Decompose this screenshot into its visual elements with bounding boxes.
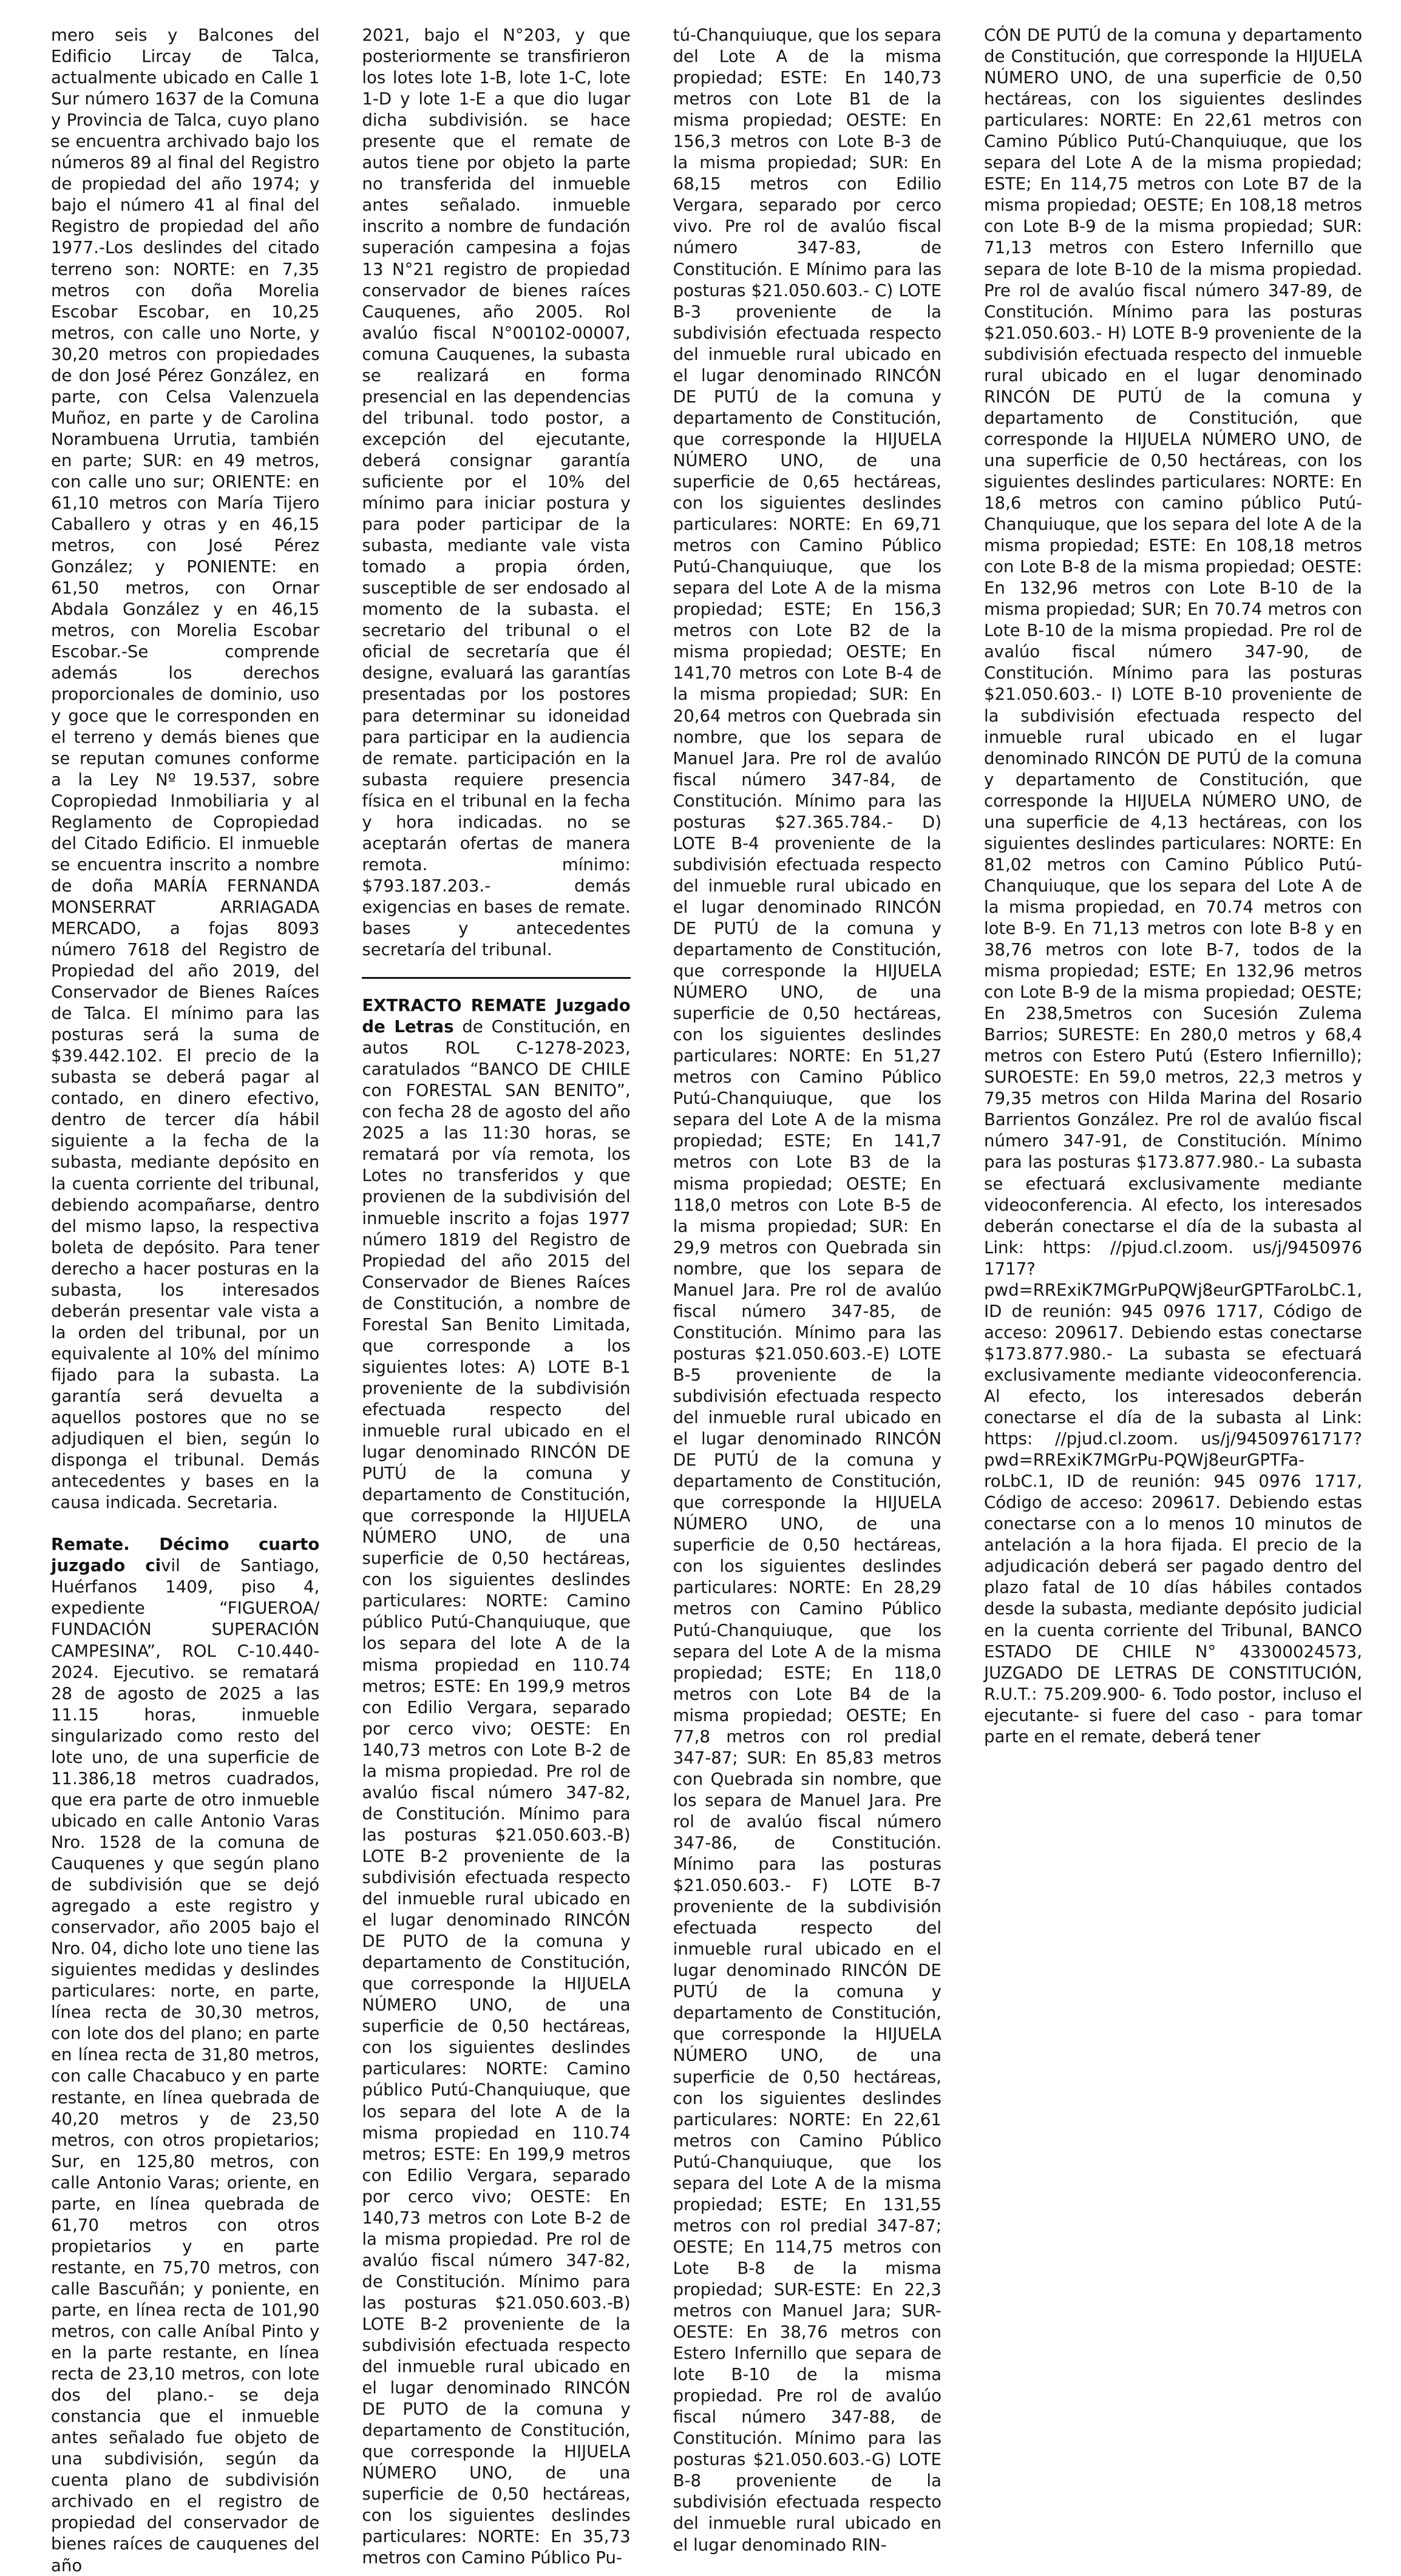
notice-separator	[362, 977, 630, 979]
notice-lead: Remate. Décimo cuarto juzgado ci	[51, 1534, 320, 1576]
column-1	[51, 24, 319, 2576]
notice-extracto-continuation	[984, 24, 1362, 1747]
notice-extracto-continuation	[673, 24, 941, 2555]
column-3	[673, 24, 941, 2576]
notice-body: tú-Chanquiuque, que los separa del Lote A de la misma propiedad; ESTE: En 140,73 metros con Lote B1 de la misma propiedad; OESTE: En 156,3 metros con Lote B-3 de la misma propiedad; SUR: En 68,15 metros con Edilio Vergara, separado por cerco vivo. Pre rol de avalúo fiscal número 347-83, de Constitución. E Mínimo para las posturas $21.050.603.- C) LOTE B-3 proveniente de la subdivisión efectuada respecto del inmueble rural ubicado en el lugar denominado RINCÓN DE PUTÚ de la comuna y departamento de Constitución, que corresponde la HIJUELA NÚMERO UNO, de una superficie de 0,65 hectáreas, con los siguientes deslindes particulares: NORTE: En 69,71 metros con Camino Público Putú-Chanquiuque, que los separa del Lote A de la misma propiedad; ESTE; En 156,3 metros con Lote B2 de la misma propiedad; OESTE; En 141,70 metros con Lote B-4 de la misma propiedad; SUR: En 20,64 metros con Quebrada sin nombre, que los separa de Manuel Jara. Pre rol de avalúo fiscal número 347-84, de Constitución. Mínimo para las posturas $27.365.784.- D) LOTE B-4 proveniente de la subdivisión efectuada respecto del inmueble rural ubicado en el lugar denominado RINCÓN DE PUTÚ de la comuna y departamento de Constitución, que corresponde la HIJUELA NÚMERO UNO, de una superficie de 0,50 hectáreas, con los siguientes deslindes particulares: NORTE: En 51,27 metros con Camino Público Putú-Chanquiuque, que los separa del Lote A de la misma propiedad; ESTE; En 141,7 metros con Lote B3 de la misma propiedad; OESTE; En 118,0 metros con Lote B-5 de la misma propiedad; SUR: En 29,9 metros con Quebrada sin nombre, que los separa de Manuel Jara. Pre rol de avalúo fiscal número 347-85, de Constitución. Mínimo para las posturas $21.050.603.-E) LOTE B-5 proveniente de la subdivisión efectuada respecto del inmueble rural ubicado en el lugar denominado RINCÓN DE PUTÚ de la comuna y departamento de Constitución, que corresponde la HIJUELA NÚMERO UNO, de una superficie de 0,50 hectáreas, con los siguientes deslindes particulares: NORTE: En 28,29 metros con Camino Público Putú-Chanquiuque, que los separa del Lote A de la misma propiedad; ESTE; En 118,0 metros con Lote B4 de la misma propiedad; OESTE; En 77,8 metros con rol predial 347-87; SUR: En 85,83 metros con Quebrada sin nombre, que los separa de Manuel Jara. Pre rol de avalúo fiscal número 347-86, de Constitución. Mínimo para las posturas $21.050.603.- F) LOTE B-7 proveniente de la subdivisión efectuada respecto del inmueble rural ubicado en el lugar denominado RINCÓN DE PUTÚ de la comuna y departamento de Constitución, que corresponde la HIJUELA NÚMERO UNO, de una superficie de 0,50 hectáreas, con los siguientes deslindes particulares: NORTE: En 22,61 metros con Camino Público Putú-Chanquiuque, que los separa del Lote A de la misma propiedad; ESTE; En 131,55 metros con rol predial 347-87; OESTE; En 114,75 metros con Lote B-8 de la misma propiedad; SUR-ESTE: En 22,3 metros con Manuel Jara; SUR-OESTE: En 38,76 metros con Estero Infernillo que separa de lote B-10 de la misma propiedad. Pre rol de avalúo fiscal número 347-88, de Constitución. Mínimo para las posturas $21.050.603.-G) LOTE B-8 proveniente de la subdivisión efectuada respecto del inmueble rural ubicado en el lugar denominado RIN-	[673, 25, 941, 2555]
notice-body: 2021, bajo el N°203, y que posteriormente se transfirieron los lotes lote 1-B, lote 1-C, lote 1-D y lote 1-E a que dio lugar dicha subdivisión. se hace presente que el remate de autos tiene por objeto la parte no transferida del inmueble antes señalado. inmueble inscrito a nombre de fundación superación campesina a fojas 13 N°21 registro de propiedad conservador de bienes raíces Cauquenes, año 2005. Rol avalúo fiscal N°00102-00007, comuna Cauquenes, la subasta se realizará en forma presencial en las dependencias del tribunal. todo postor, a excepción del ejecutante, deberá consignar garantía suficiente por el 10% del mínimo para iniciar postura y para poder participar de la subasta, mediante vale vista tomado a propia órden, susceptible de ser endosado al momento de la subasta. el secretario del tribunal o el oficial de secretaría que él designe, evaluará las garantías presentadas por los postores para determinar su idoneidad para participar en la audiencia de remate. participación en la subasta requiere presencia física en el tribunal en la fecha y hora indicadas. no se aceptarán ofertas de manera remota. mínimo: $793.187.203.- demás exigencias en bases de remate. bases y antecedentes secretaría del tribunal.	[362, 25, 631, 960]
notice-body: CÓN DE PUTÚ de la comuna y departamento de Constitución, que corresponde la HIJUELA NÚMERO UNO, de una superficie de 0,50 hectáreas, con los siguientes deslindes particulares: NORTE: En 22,61 metros con Camino Público Putú-Chanquiuque, que los separa del Lote A de la misma propiedad; ESTE; En 114,75 metros con Lote B7 de la misma propiedad; OESTE; En 108,18 metros con Lote B-9 de la misma propiedad; SUR: 71,13 metros con Estero Infernillo que separa de lote B-10 de la misma propiedad. Pre rol de avalúo fiscal número 347-89, de Constitución. Mínimo para las posturas $21.050.603.- H) LOTE B-9 proveniente de la subdivisión efectuada respecto del inmueble rural ubicado en el lugar denominado RINCÓN DE PUTÚ de la comuna y departamento de Constitución, que corresponde la HIJUELA NÚMERO UNO, de una superficie de 0,50 hectáreas, con los siguientes deslindes particulares: NORTE: En 18,6 metros con camino público Putú-Chanquiuque, que los separa del lote A de la misma propiedad; ESTE: En 108,18 metros con Lote B-8 de la misma propiedad; OESTE: En 132,96 metros con Lote B-10 de la misma propiedad; SUR; En 70.74 metros con Lote B-10 de la misma propiedad. Pre rol de avalúo fiscal número 347-90, de Constitución. Mínimo para las posturas $21.050.603.- I) LOTE B-10 proveniente de la subdivisión efectuada respecto del inmueble rural ubicado en el lugar denominado RINCÓN DE PUTÚ de la comuna y departamento de Constitución, que corresponde la HIJUELA NÚMERO UNO, de una superficie de 4,13 hectáreas, con los siguientes deslindes particulares: NORTE: En 81,02 metros con Camino Público Putú-Chanquiuque, que los separa del Lote A de la misma propiedad, en 70.74 metros con lote B-9. En 71,13 metros con lote B-8 y en 38,76 metros con lote B-7, todos de la misma propiedad; ESTE; En 132,96 metros con Lote B-9 de la misma propiedad; OESTE; En 238,5metros con Sucesión Zulema Barrios; SURESTE: En 280,0 metros y 68,4 metros con Estero Putú (Estero Infiernillo); SUROESTE: En 59,0 metros, 22,3 metros y 79,35 metros con Hilda Marina del Rosario Barrientos González. Pre rol de avalúo fiscal número 347-91, de Constitución. Mínimo para las posturas $173.877.980.- La subasta se efectuará exclusivamente mediante videoconferencia. Al efecto, los interesados deberán conectarse el día de la subasta al Link: https: //pjud.cl.zoom. us/j/9450976 1717?pwd=RRExiK7MGrPuPQWj8eurGPTFaroLbC.1, ID de reunión: 945 0976 1717, Código de acceso: 209617. Debiendo estas conectarse $173.877.980.- La subasta se efectuará exclusivamente mediante videoconferencia. Al efecto, los interesados deberán conectarse el día de la subasta al Link: https: //pjud.cl.zoom. us/j/94509761717?pwd=RRExiK7MGrPu-PQWj8eurGPTFa-roLbC.1, ID de reunión: 945 0976 1717, Código de acceso: 209617. Debiendo estas conectarse con a lo menos 10 minutos de antelación a la hora fijada. El precio de la adjudicación deberá ser pagado dentro del plazo fatal de 10 días hábiles contados desde la subasta, mediante depósito judicial en la cuenta corriente del Tribunal, BANCO ESTADO DE CHILE N° 43300024573, JUZGADO DE LETRAS DE CONSTITUCIÓN, R.U.T.: 75.209.900- 6. Todo postor, incluso el ejecutante- si fuere del caso - para tomar parte en el remate, deberá tener	[984, 25, 1363, 1746]
column-2	[362, 24, 630, 2576]
notice-lead: EXTRACTO REMATE Juzgado de Letras	[362, 995, 631, 1037]
notice-talca-continuation	[51, 24, 319, 1513]
notice-body: vil de Santiago, Huérfanos 1409, piso 4, expediente “FIGUEROA/ FUNDACIÓN SUPERACIÓN CAMPESINA”, ROL C-10.440-2024. Ejecutivo. se rematará 28 de agosto de 2025 a las 11.15 horas, inmueble singularizado como resto del lote uno, de una superficie de 11.386,18 metros cuadrados, que era parte de otro inmueble ubicado en calle Antonio Varas Nro. 1528 de la comuna de Cauquenes y que según plano de subdivisión que se dejó agregado a este registro y conservador, año 2005 bajo el Nro. 04, dicho lote uno tiene las siguientes medidas y deslindes particulares: norte, en parte, línea recta de 30,30 metros, con lote dos del plano; en parte en línea recta de 31,80 metros, con calle Chacabuco y en parte restante, en línea quebrada de 40,20 metros y de 23,50 metros, con otros propietarios; Sur, en 125,80 metros, con calle Antonio Varas; oriente, en parte, en línea quebrada de 61,70 metros con otros propietarios y en parte restante, en 75,70 metros, con calle Bascuñán; y poniente, en parte, en línea recta de 101,90 metros, con calle Aníbal Pinto y en la parte restante, en línea recta de 23,10 metros, con lote dos del plano.- se deja constancia que el inmueble antes señalado fue objeto de una subdivisión, según da cuenta plano de subdivisión archivado en el registro de propiedad del conservador de bienes raíces de cauquenes del año	[51, 1555, 320, 2575]
column-4	[984, 24, 1362, 2576]
notice-extracto-remate-constitucion	[362, 995, 630, 2568]
notice-remate-santiago	[51, 1533, 319, 2575]
notice-body: de Constitución, en autos ROL C-1278-2023, caratulados “BANCO DE CHILE con FORESTAL SAN BENITO”, con fecha 28 de agosto del año 2025 a las 11:30 horas, se rematará por vía remota, los Lotes no transferidos y que provienen de la subdivisión del inmueble inscrito a fojas 1977 número 1819 del Registro de Propiedad del año 2015 del Conservador de Bienes Raíces de Constitución, a nombre de Forestal San Benito Limitada, que corresponde a los siguientes lotes: A) LOTE B-1 proveniente de la subdivisión efectuada respecto del inmueble rural ubicado en el lugar denominado RINCÓN DE PUTÚ de la comuna y departamento de Constitución, que corresponde la HIJUELA NÚMERO UNO, de una superficie de 0,50 hectáreas, con los siguientes deslindes particulares: NORTE: Camino público Putú-Chanquiuque, que los separa del lote A de la misma propiedad en 110.74 metros; ESTE: En 199,9 metros con Edilio Vergara, separado por cerco vivo; OESTE: En 140,73 metros con Lote B-2 de la misma propiedad. Pre rol de avalúo fiscal número 347-82, de Constitución. Mínimo para las posturas $21.050.603.-B) LOTE B-2 proveniente de la subdivisión efectuada respecto del inmueble rural ubicado en el lugar denominado RINCÓN DE PUTO de la comuna y departamento de Constitución, que corresponde la HIJUELA NÚMERO UNO, de una superficie de 0,50 hectáreas, con los siguientes deslindes particulares: NORTE: Camino público Putú-Chanquiuque, que los separa del lote A de la misma propiedad en 110.74 metros; ESTE: En 199,9 metros con Edilio Vergara, separado por cerco vivo; OESTE: En 140,73 metros con Lote B-2 de la misma propiedad. Pre rol de avalúo fiscal número 347-82, de Constitución. Mínimo para las posturas $21.050.603.-B) LOTE B-2 proveniente de la subdivisión efectuada respecto del inmueble rural ubicado en el lugar denominado RINCÓN DE PUTO de la comuna y departamento de Constitución, que corresponde la HIJUELA NÚMERO UNO, de una superficie de 0,50 hectáreas, con los siguientes deslindes particulares: NORTE: En 35,73 metros con Camino Público Pu-	[362, 1016, 631, 2568]
notice-remate-santiago-continuation	[362, 24, 630, 960]
notice-body: mero seis y Balcones del Edificio Lircay de Talca, actualmente ubicado en Calle 1 Sur número 1637 de la Comuna y Provincia de Talca, cuyo plano se encuentra archivado bajo los números 89 al final del Registro de propiedad del año 1974; y bajo el número 41 al final del Registro de propiedad del año 1977.-Los deslindes del citado terreno son: NORTE: en 7,35 metros con doña Morelia Escobar Escobar, en 10,25 metros, con calle uno Norte, y 30,20 metros con propiedades de don José Pérez González, en parte, con Celsa Valenzuela Muñoz, en parte y de Carolina Norambuena Urrutia, también en parte; SUR: en 49 metros, con calle uno sur; ORIENTE: en 61,10 metros con María Tijero Caballero y otras y en 46,15 metros, con José Pérez González; y PONIENTE: en 61,50 metros, con Ornar Abdala González y en 46,15 metros, con Morelia Escobar Escobar.-Se comprende además los derechos proporcionales de dominio, uso y goce que le corresponden en el terreno y demás bienes que se reputan comunes conforme a la Ley Nº 19.537, sobre Copropiedad Inmobiliaria y al Reglamento de Copropiedad del Citado Edificio. El inmueble se encuentra inscrito a nombre de doña MARÍA FERNANDA MONSERRAT ARRIAGADA MERCADO, a fojas 8093 número 7618 del Registro de Propiedad del año 2019, del Conservador de Bienes Raíces de Talca. El mínimo para las posturas será la suma de $39.442.102. El precio de la subasta se deberá pagar al contado, en dinero efectivo, dentro de tercer día hábil siguiente a la fecha de la subasta, mediante depósito en la cuenta corriente del tribunal, debiendo acompañarse, dentro del mismo lapso, la respectiva boleta de depósito. Para tener derecho a hacer posturas en la subasta, los interesados deberán presentar vale vista a la orden del tribunal, por un equivalente al 10% del mínimo fijado para la subasta. La garantía será devuelta a aquellos postores que no se adjudiquen el bien, según lo disponga el tribunal. Demás antecedentes y bases en la causa indicada. Secretaria.	[51, 25, 320, 1513]
